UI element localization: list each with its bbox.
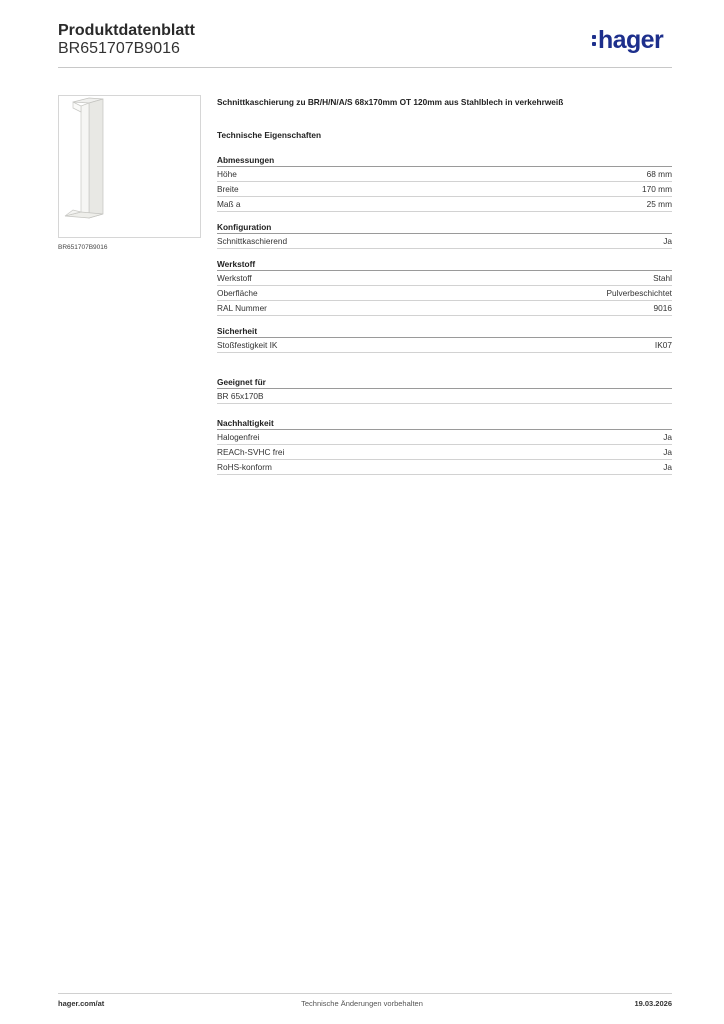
row-value: 25 mm [646, 199, 672, 209]
footer-divider [58, 993, 672, 994]
header-divider [58, 67, 672, 68]
section-sicherheit [217, 325, 672, 353]
row-value: Ja [663, 462, 672, 472]
product-image [58, 95, 201, 238]
table-row [217, 286, 672, 301]
table-row [217, 167, 672, 182]
product-details [217, 97, 672, 475]
row-label: Stoßfestigkeit IK [217, 340, 278, 350]
table-row [217, 301, 672, 316]
page-title: Produktdatenblatt [58, 22, 195, 39]
image-caption: BR651707B9016 [58, 244, 108, 251]
row-label: REACh-SVHC frei [217, 447, 285, 457]
section-konfiguration [217, 221, 672, 249]
footer-date: 19.03.2026 [634, 999, 672, 1008]
row-label: Werkstoff [217, 273, 252, 283]
row-value: 68 mm [646, 169, 672, 179]
section-abmessungen [217, 154, 672, 212]
row-label: BR 65x170B [217, 391, 264, 401]
row-value: 9016 [653, 303, 672, 313]
row-value: Pulverbeschichtet [606, 288, 672, 298]
table-row [217, 338, 672, 353]
section-title: Abmessungen [217, 154, 672, 167]
row-value: Ja [663, 236, 672, 246]
section-title: Geeignet für [217, 376, 672, 389]
row-label: Oberfläche [217, 288, 258, 298]
tech-heading: Technische Eigenschaften [217, 130, 322, 140]
table-row [217, 234, 672, 249]
row-value: Ja [663, 432, 672, 442]
logo-dots-icon [592, 35, 596, 46]
table-row [217, 271, 672, 286]
section-title: Konfiguration [217, 221, 672, 234]
row-label: Maß a [217, 199, 241, 209]
table-row [217, 445, 672, 460]
section-nachhaltigkeit [217, 417, 672, 475]
row-value: 170 mm [642, 184, 672, 194]
table-row [217, 430, 672, 445]
section-title: Werkstoff [217, 258, 672, 271]
logo-text: hager [598, 26, 664, 54]
table-row [217, 197, 672, 212]
table-row [217, 389, 672, 404]
section-werkstoff [217, 258, 672, 316]
table-row [217, 182, 672, 197]
product-illustration-icon [59, 96, 200, 237]
row-label: RAL Nummer [217, 303, 267, 313]
product-number: BR651707B9016 [58, 40, 180, 57]
row-value: Ja [663, 447, 672, 457]
table-row [217, 460, 672, 475]
hager-logo [592, 26, 663, 55]
row-value: Stahl [653, 273, 672, 283]
row-label: Halogenfrei [217, 432, 260, 442]
row-label: Schnittkaschierend [217, 236, 288, 246]
section-geeignet-fuer [217, 376, 672, 404]
product-description: Schnittkaschierung zu BR/H/N/A/S 68x170mm OT 120mm aus Stahlblech in verkehrweiß [217, 97, 564, 107]
row-label: Breite [217, 184, 239, 194]
section-title: Sicherheit [217, 325, 672, 338]
footer-note: Technische Änderungen vorbehalten [301, 999, 423, 1008]
section-title: Nachhaltigkeit [217, 417, 672, 430]
row-label: Höhe [217, 169, 237, 179]
row-value: IK07 [654, 340, 672, 350]
row-label: RoHS-konform [217, 462, 272, 472]
footer-website-link[interactable]: hager.com/at [58, 999, 105, 1008]
